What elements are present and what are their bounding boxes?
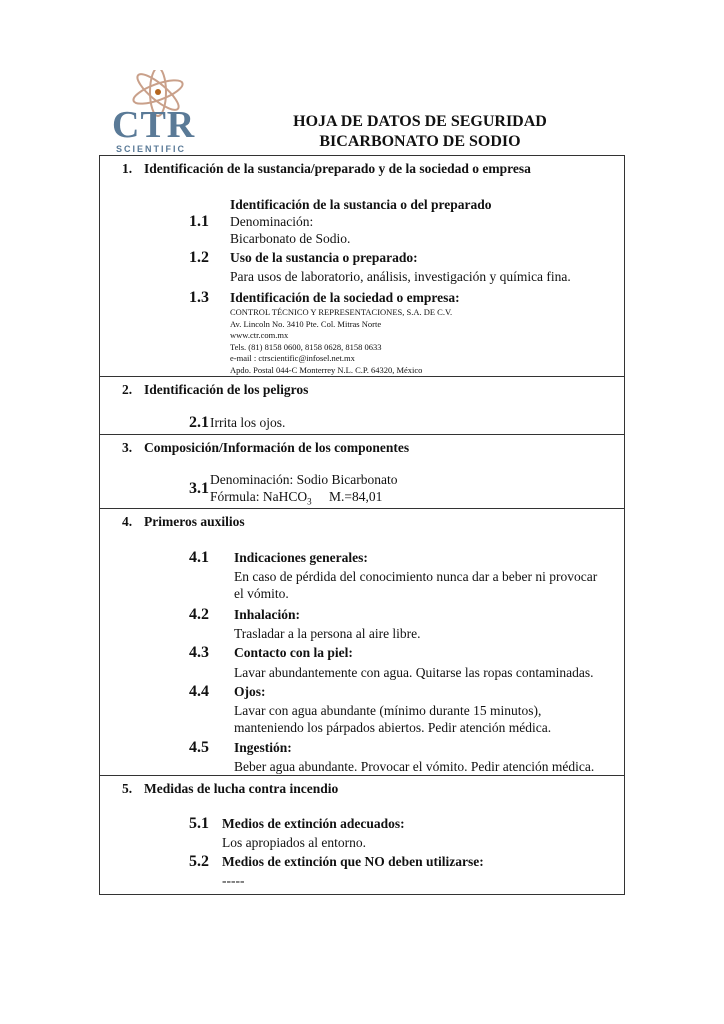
item-value: Denominación: Sodio Bicarbonato xyxy=(210,472,398,487)
item-number: 1.2 xyxy=(189,249,209,266)
ctr-logo xyxy=(106,70,206,154)
item-number: 4.5 xyxy=(189,739,209,756)
item-value: ----- xyxy=(222,873,245,888)
company-info xyxy=(230,307,452,376)
item-number: 2.1 xyxy=(189,414,209,431)
company-line: Av. Lincoln No. 3410 Pte. Col. Mitras Norte xyxy=(230,318,382,329)
safety-sheet xyxy=(99,155,625,895)
page-subtitle: BICARBONATO DE SODIO xyxy=(319,133,521,150)
item-label: Contacto con la piel: xyxy=(234,645,353,660)
section-5 xyxy=(99,776,625,895)
item-number: 5.2 xyxy=(189,853,209,870)
item-number: 4.2 xyxy=(189,606,209,623)
item-label: Ingestión: xyxy=(234,740,292,755)
logo-subtitle: SCIENTIFIC xyxy=(116,144,187,154)
company-line: CONTROL TÉCNICO Y REPRESENTACIONES, S.A. DE C.V. xyxy=(230,307,453,317)
company-line: Tels. (81) 8158 0600, 8158 0628, 8158 0633 xyxy=(230,341,382,352)
item-value: Bicarbonato de Sodio. xyxy=(230,231,351,246)
item-number: 4.3 xyxy=(189,644,209,661)
logo-name: CTR xyxy=(112,104,196,146)
item-number: 5.1 xyxy=(189,815,209,832)
section-heading: 4. Primeros auxilios xyxy=(122,514,245,529)
item-label: Medios de extinción adecuados: xyxy=(222,816,405,831)
item-text: Beber agua abundante. Provocar el vómito. Pedir atención médica. xyxy=(234,759,595,774)
section-heading: 1. Identificación de la sustancia/preparado y de la sociedad o empresa xyxy=(122,161,531,176)
section-2 xyxy=(99,377,625,435)
company-line: www.ctr.com.mx xyxy=(230,330,289,340)
item-label: Denominación: xyxy=(230,214,314,229)
item-value: Irrita los ojos. xyxy=(210,415,286,430)
item-label: Indicaciones generales: xyxy=(234,550,368,565)
item-value: Los apropiados al entorno. xyxy=(222,835,366,850)
item-number: 3.1 xyxy=(189,480,209,497)
item-text: Lavar abundantemente con agua. Quitarse las ropas contaminadas. xyxy=(234,665,594,680)
sub-heading: Identificación de la sustancia o del preparado xyxy=(230,197,492,212)
section-heading: 2. Identificación de los peligros xyxy=(122,382,309,397)
item-label: Uso de la sustancia o preparado: xyxy=(230,250,418,265)
item-text: En caso de pérdida del conocimiento nunca dar a beber ni provocar xyxy=(234,569,598,584)
company-line: Apdo. Postal 044-C Monterrey N.L. C.P. 64320, México xyxy=(230,364,423,375)
item-label: Inhalación: xyxy=(234,607,301,622)
section-heading: 5. Medidas de lucha contra incendio xyxy=(122,781,339,796)
item-number: 4.4 xyxy=(189,683,209,700)
item-number: 1.1 xyxy=(189,213,209,230)
item-text: el vómito. xyxy=(234,586,289,601)
item-text: Lavar con agua abundante (mínimo durante 15 minutos), xyxy=(234,703,542,718)
item-number: 1.3 xyxy=(189,289,209,306)
item-label: Ojos: xyxy=(234,684,266,699)
section-heading: 3. Composición/Información de los componentes xyxy=(122,440,410,455)
section-4 xyxy=(99,509,625,776)
item-value: Para usos de laboratorio, análisis, investigación y química fina. xyxy=(230,269,571,284)
page-title: HOJA DE DATOS DE SEGURIDAD xyxy=(293,113,547,130)
company-line: e-mail : ctrscientific@infosel.net.mx xyxy=(230,353,355,363)
section-3 xyxy=(99,435,625,509)
item-label: Medios de extinción que NO deben utilizarse: xyxy=(222,854,484,869)
item-text: manteniendo los párpados abiertos. Pedir atención médica. xyxy=(234,720,552,735)
item-label: Identificación de la sociedad o empresa: xyxy=(230,290,460,305)
item-number: 4.1 xyxy=(189,549,209,566)
item-text: Trasladar a la persona al aire libre. xyxy=(234,626,421,641)
section-1 xyxy=(99,155,625,377)
formula: Fórmula: NaHCO$_3$ M.=84,01 xyxy=(210,489,383,507)
